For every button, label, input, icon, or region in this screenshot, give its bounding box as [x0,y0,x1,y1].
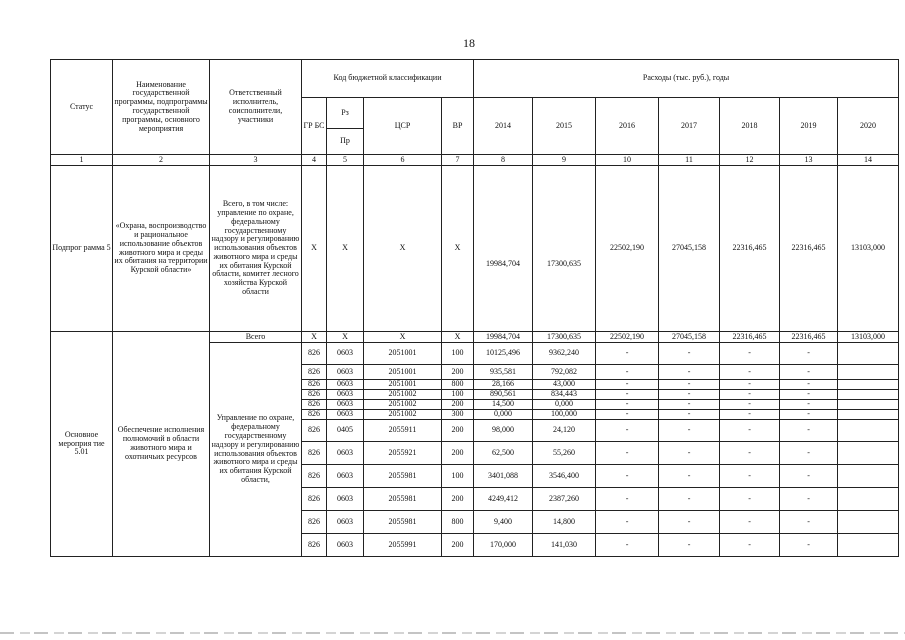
header-year: 2018 [720,98,780,155]
cell: 141,030 [533,534,596,557]
cell: - [596,365,659,380]
header-expenses: Расходы (тыс. руб.), годы [474,60,899,98]
cell: 100,000 [533,410,596,420]
cell: - [596,442,659,465]
column-numbers-row [51,155,899,166]
cell: 826 [302,380,327,390]
column-number: 3 [210,155,302,166]
column-number: 10 [596,155,659,166]
cell: 200 [442,420,474,442]
column-number: 7 [442,155,474,166]
cell: - [780,511,838,534]
cell: 792,082 [533,365,596,380]
header-year: 2016 [596,98,659,155]
cell: 826 [302,343,327,365]
cell: 826 [302,442,327,465]
column-number: 11 [659,155,720,166]
cell: - [659,488,720,511]
cell: 55,260 [533,442,596,465]
cell: 0603 [327,380,364,390]
cell: 2051002 [364,390,442,400]
cell: 935,581 [474,365,533,380]
subprogram-code: Х [327,166,364,332]
cell: - [780,442,838,465]
cell: - [596,488,659,511]
cell [838,465,899,488]
measure-total-cell: 13103,000 [838,332,899,343]
subprogram-2015: 17300,635 [533,166,596,332]
cell: - [659,511,720,534]
cell: 2055911 [364,420,442,442]
subprogram-2018: 22316,465 [720,166,780,332]
column-number: 12 [720,155,780,166]
measure-total-cell: Х [364,332,442,343]
cell [838,343,899,365]
cell: 2387,260 [533,488,596,511]
measure-executor: Управление по охране, федеральному государственному надзору и регулированию использования объектов животного мира и среды их обитания Курской области, [210,343,302,557]
measure-total-cell: Х [442,332,474,343]
cell: 826 [302,534,327,557]
cell: - [720,400,780,410]
cell: 826 [302,488,327,511]
cell: - [596,465,659,488]
header-csr: ЦСР [364,98,442,155]
cell: 98,000 [474,420,533,442]
cell: 2055981 [364,465,442,488]
cell: 200 [442,488,474,511]
subprogram-executor: Всего, в том числе: управление по охране, федеральному государственному надзору и регулированию использования объектов животного мира и среды их обитания Курской области, комитет лесного хозяйства Курской области [210,166,302,332]
header-name: Наименование государственной программы, подпрограммы государственной программы, основного мероприятия [113,60,210,155]
cell: 0603 [327,488,364,511]
cell: - [780,420,838,442]
column-number: 2 [113,155,210,166]
cell: 2055991 [364,534,442,557]
cell: - [780,465,838,488]
cell: - [596,390,659,400]
cell: 10125,496 [474,343,533,365]
header-vr: ВР [442,98,474,155]
column-number: 6 [364,155,442,166]
subprogram-2016: 22502,190 [596,166,659,332]
measure-total-cell: 22502,190 [596,332,659,343]
cell: 100 [442,465,474,488]
cell: - [659,465,720,488]
cell: - [780,400,838,410]
cell: - [659,400,720,410]
cell: 2051002 [364,410,442,420]
measure-total-cell: Х [302,332,327,343]
subprogram-status: Подпрог рамма 5 [51,166,113,332]
cell: - [780,365,838,380]
cell: 62,500 [474,442,533,465]
cell: - [596,420,659,442]
cell: - [720,365,780,380]
cell: - [720,390,780,400]
cell: 4249,412 [474,488,533,511]
cell: 0603 [327,511,364,534]
cell: 170,000 [474,534,533,557]
measure-total-row [51,332,899,343]
cell: 3546,400 [533,465,596,488]
cell: 0603 [327,410,364,420]
cell: 100 [442,390,474,400]
cell: - [659,365,720,380]
cell: - [780,410,838,420]
cell: 0603 [327,365,364,380]
cell: 28,166 [474,380,533,390]
cell: - [659,380,720,390]
cell: 0,000 [474,410,533,420]
column-number: 14 [838,155,899,166]
cell: - [780,390,838,400]
cell: 9,400 [474,511,533,534]
cell: 2055981 [364,488,442,511]
cell: - [596,380,659,390]
column-number: 1 [51,155,113,166]
header-pr: Пр [327,129,364,155]
header-rz: Рз [327,98,364,129]
cell: 200 [442,365,474,380]
cell: 0405 [327,420,364,442]
cell: - [659,534,720,557]
cell: - [780,380,838,390]
cell: - [720,410,780,420]
cell: - [720,534,780,557]
cell: 0603 [327,343,364,365]
budget-table [50,59,899,557]
cell: - [720,420,780,442]
cell: 826 [302,365,327,380]
cell: - [596,410,659,420]
cell: - [780,488,838,511]
subprogram-name: «Охрана, воспроизводство и рациональное использование объектов животного мира и среды их обитания на территории Курской области» [113,166,210,332]
subprogram-2020: 13103,000 [838,166,899,332]
cell: 200 [442,534,474,557]
cell: 2055921 [364,442,442,465]
cell [838,410,899,420]
measure-total-cell: Х [327,332,364,343]
cell: 890,561 [474,390,533,400]
subprogram-code: Х [364,166,442,332]
header-executor: Ответственный исполнитель, соисполнители, участники [210,60,302,155]
cell: - [596,534,659,557]
cell: - [659,410,720,420]
cell: 0603 [327,400,364,410]
measure-total-cell: 27045,158 [659,332,720,343]
cell: - [659,442,720,465]
scan-artifact-line [0,632,905,634]
cell: 200 [442,400,474,410]
subprogram-row [51,166,899,332]
cell: - [720,442,780,465]
cell: 826 [302,400,327,410]
header-code-group: Код бюджетной классификации [302,60,474,98]
cell [838,534,899,557]
measure-total-cell: 22316,465 [780,332,838,343]
header-year: 2019 [780,98,838,155]
cell [838,365,899,380]
subprogram-2014: 19984,704 [474,166,533,332]
cell: 0603 [327,390,364,400]
cell: 0603 [327,534,364,557]
cell [838,390,899,400]
cell: - [596,511,659,534]
cell: - [596,400,659,410]
cell: - [659,390,720,400]
cell: - [720,511,780,534]
cell: 826 [302,390,327,400]
cell: - [596,343,659,365]
cell: - [780,534,838,557]
cell: 834,443 [533,390,596,400]
subprogram-code: Х [442,166,474,332]
cell: - [780,343,838,365]
cell: 2051002 [364,400,442,410]
measure-total-cell: 19984,704 [474,332,533,343]
cell [838,442,899,465]
cell: 43,000 [533,380,596,390]
header-year: 2015 [533,98,596,155]
cell: 2051001 [364,365,442,380]
cell: - [720,343,780,365]
cell: 100 [442,343,474,365]
cell: 2051001 [364,343,442,365]
cell: 826 [302,410,327,420]
cell [838,511,899,534]
measure-total-cell: 17300,635 [533,332,596,343]
cell: - [720,380,780,390]
cell: 0603 [327,442,364,465]
header-year: 2014 [474,98,533,155]
cell: 300 [442,410,474,420]
column-number: 4 [302,155,327,166]
column-number: 8 [474,155,533,166]
cell: 9362,240 [533,343,596,365]
measure-name: Обеспечение исполнения полномочий в области животного мира и охотничьих ресурсов [113,332,210,557]
cell: 826 [302,465,327,488]
cell: 800 [442,511,474,534]
cell: 800 [442,380,474,390]
subprogram-2017: 27045,158 [659,166,720,332]
subprogram-2019: 22316,465 [780,166,838,332]
cell: - [720,488,780,511]
header-year: 2017 [659,98,720,155]
cell: - [720,465,780,488]
header-status: Статус [51,60,113,155]
cell: 2055981 [364,511,442,534]
column-number: 9 [533,155,596,166]
header-year: 2020 [838,98,899,155]
column-number: 13 [780,155,838,166]
cell: 24,120 [533,420,596,442]
measure-status: Основное мероприя тие 5.01 [51,332,113,557]
cell: 3401,088 [474,465,533,488]
cell: - [659,343,720,365]
column-number: 5 [327,155,364,166]
cell [838,400,899,410]
cell: 826 [302,511,327,534]
cell [838,380,899,390]
cell: 2051001 [364,380,442,390]
cell: - [659,420,720,442]
cell: 200 [442,442,474,465]
cell: 826 [302,420,327,442]
cell: 0,000 [533,400,596,410]
cell [838,488,899,511]
cell: 0603 [327,465,364,488]
measure-total-label: Всего [210,332,302,343]
cell [838,420,899,442]
subprogram-code: Х [302,166,327,332]
cell: 14,800 [533,511,596,534]
page-number: 18 [463,36,475,50]
cell: 14,500 [474,400,533,410]
header-grbs: ГР БС [302,98,327,155]
measure-total-cell: 22316,465 [720,332,780,343]
